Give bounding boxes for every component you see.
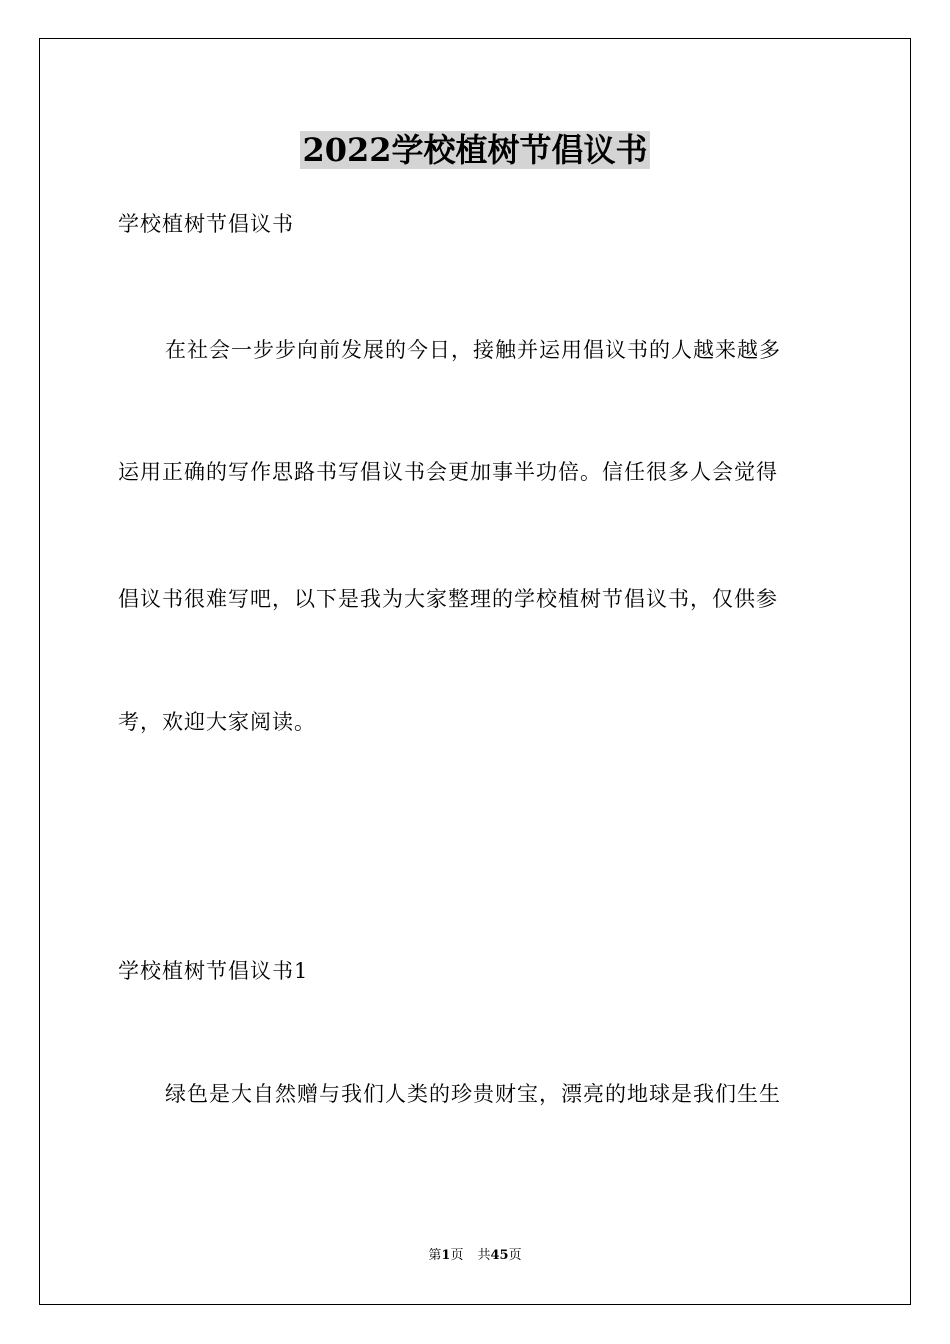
document-title-text: 2022学校植树节倡议书	[302, 131, 648, 169]
intro-line-3: 倡议书很难写吧，以下是我为大家整理的学校植树节倡议书，仅供参	[118, 587, 778, 611]
footer-total-prefix: 共	[477, 1248, 491, 1263]
page-footer	[0, 1247, 950, 1265]
document-title	[0, 128, 950, 172]
footer-page-total: 45	[490, 1248, 509, 1263]
footer-page-suffix: 页	[450, 1248, 464, 1263]
intro-line-1: 在社会一步步向前发展的今日，接触并运用倡议书的人越来越多	[165, 338, 781, 362]
section-heading: 学校植树节倡议书1	[118, 959, 309, 983]
footer-total-suffix: 页	[508, 1248, 522, 1263]
intro-line-4: 考，欢迎大家阅读。	[118, 710, 316, 734]
footer-page-prefix: 第	[428, 1248, 442, 1263]
section-line-1: 绿色是大自然赠与我们人类的珍贵财宝，漂亮的地球是我们生生	[165, 1082, 781, 1106]
intro-line-2: 运用正确的写作思路书写倡议书会更加事半功倍。信任很多人会觉得	[118, 460, 778, 484]
footer-page-current: 1	[441, 1248, 451, 1263]
document-subtitle: 学校植树节倡议书	[118, 212, 294, 236]
